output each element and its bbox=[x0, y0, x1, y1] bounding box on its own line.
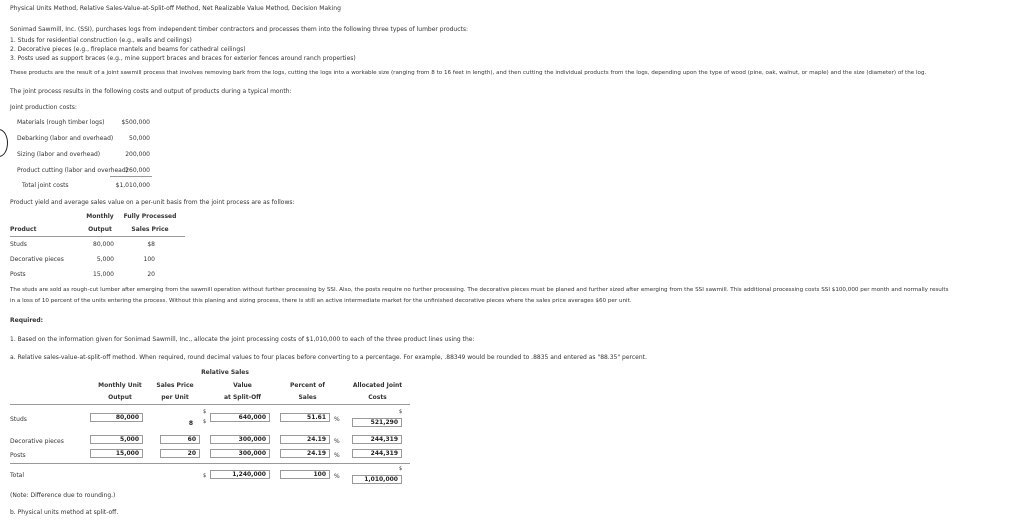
pct-sign: % bbox=[334, 473, 340, 480]
alloc-input-studs[interactable]: 521,290 bbox=[352, 418, 402, 427]
yield-heading: Product yield and average sales value on a per-unit basis from the joint process are as follows: bbox=[10, 199, 295, 206]
currency-sign: $ bbox=[203, 419, 207, 425]
rounding-note: (Note: Difference due to rounding.) bbox=[10, 492, 116, 499]
intro-item-2: 2. Decorative pieces (e.g., fireplace mantels and beams for cathedral ceilings) bbox=[10, 46, 246, 53]
header-alloc-1: Allocated Joint bbox=[352, 382, 403, 389]
header-output-2: Output bbox=[108, 394, 132, 401]
yield-price-posts: 20 bbox=[147, 271, 155, 278]
costs-intro: The joint process results in the following costs and output of products during a typical month: bbox=[10, 88, 292, 95]
pct-input-posts[interactable]: 24.19 bbox=[280, 449, 330, 458]
output-input-decorative[interactable]: 5,000 bbox=[90, 435, 143, 444]
cost-value-sizing: 200,000 bbox=[125, 151, 150, 158]
pct-sign: % bbox=[334, 452, 340, 459]
cost-label-sizing: Sizing (labor and overhead) bbox=[17, 151, 101, 158]
yield-product-studs: Studs bbox=[10, 241, 27, 248]
divider bbox=[110, 176, 152, 177]
total-row-label: Total bbox=[10, 472, 25, 479]
yield-col-output-1: Monthly bbox=[86, 213, 114, 220]
header-rsv-3: at Split-Off bbox=[223, 394, 262, 401]
intro-item-1: 1. Studs for residential construction (e.g., walls and ceilings) bbox=[10, 37, 192, 44]
narrative-line-1: The studs are sold as rough-cut lumber after emerging from the sawmill operation without further processing by SSI. Also, the posts require no further processing. The decorative pieces must be planed and further sized after emerging from the SSI sawmill. This additional processing costs SSI $100,000 per month and normally results bbox=[10, 287, 949, 293]
total-costs-label: Total joint costs bbox=[22, 182, 69, 189]
total-rsv-input[interactable]: 1,240,000 bbox=[210, 470, 270, 479]
cost-value-debarking: 50,000 bbox=[129, 135, 150, 142]
yield-output-decorative: 5,000 bbox=[96, 256, 114, 263]
output-input-posts[interactable]: 15,000 bbox=[90, 449, 143, 458]
pct-sign: % bbox=[334, 416, 340, 423]
header-price-1: Sales Price bbox=[156, 382, 194, 389]
yield-col-product: Product bbox=[10, 226, 37, 233]
pct-sign: % bbox=[334, 438, 340, 445]
yield-price-studs: $8 bbox=[147, 241, 155, 248]
cost-label-debarking: Debarking (labor and overhead) bbox=[17, 135, 114, 142]
yield-col-output-2: Output bbox=[88, 226, 112, 233]
pct-input-studs[interactable]: 51.61 bbox=[280, 413, 330, 422]
alloc-input-decorative[interactable]: 244,319 bbox=[352, 435, 402, 444]
output-input-studs[interactable]: 80,000 bbox=[90, 413, 143, 422]
yield-output-posts: 15,000 bbox=[93, 271, 114, 278]
header-pct-2: Sales bbox=[298, 394, 317, 401]
yield-price-decorative: 100 bbox=[143, 256, 155, 263]
rsv-input-posts[interactable]: 300,000 bbox=[210, 449, 270, 458]
yield-col-price-2: Sales Price bbox=[131, 226, 169, 233]
cost-value-materials: $500,000 bbox=[121, 119, 150, 126]
price-input-posts[interactable]: 20 bbox=[160, 449, 200, 458]
yield-product-decorative: Decorative pieces bbox=[10, 256, 64, 263]
narrative-line-2: in a loss of 10 percent of the units entering the process. Without this planing and sizing process, there is still an active intermediate market for the unfinished decorative pieces where the sales price averages $60 per unit. bbox=[10, 298, 632, 304]
header-output-1: Monthly Unit bbox=[98, 382, 142, 389]
row-label-studs: Studs bbox=[10, 416, 27, 423]
question-1a: a. Relative sales-value-at-split-off method. When required, round decimal values to four places before converting to a percentage. For example, .88349 would be rounded to .8835 and entered as "88.35" percent. bbox=[10, 354, 647, 361]
divider bbox=[10, 404, 410, 405]
header-pct-1: Percent of bbox=[289, 382, 325, 389]
currency-sign: $ bbox=[203, 473, 207, 479]
total-alloc-input[interactable]: 1,010,000 bbox=[352, 475, 402, 484]
yield-product-posts: Posts bbox=[10, 271, 26, 278]
cost-label-materials: Materials (rough timber logs) bbox=[17, 119, 105, 126]
question-1: 1. Based on the information given for Sonimad Sawmill, Inc., allocate the joint processing costs of $1,010,000 to each of the three product lines using the: bbox=[10, 336, 475, 343]
currency-sign: $ bbox=[399, 466, 403, 472]
price-value-studs: 8 bbox=[188, 420, 193, 427]
total-costs-value: $1,010,000 bbox=[115, 182, 150, 189]
process-paragraph: These products are the result of a joint sawmill process that involves removing bark from the logs, cutting the logs into a workable size (ranging from 8 to 16 feet in length), and then cutting the individual products from the logs, depending upon the type of wood (pine, oak, walnut, or maple) and the size (diameter) of the log. bbox=[10, 70, 927, 76]
divider bbox=[10, 463, 410, 464]
required-label: Required: bbox=[10, 317, 44, 324]
part-b-label: b. Physical units method at split-off. bbox=[10, 509, 119, 516]
divider bbox=[10, 236, 185, 237]
joint-costs-heading: Joint production costs: bbox=[10, 104, 77, 111]
page-title: Physical Units Method, Relative Sales-Value-at-Split-off Method, Net Realizable Value Method, Decision Making bbox=[10, 5, 341, 12]
row-label-decorative: Decorative pieces bbox=[10, 438, 64, 445]
currency-sign: $ bbox=[399, 409, 403, 415]
total-pct-input[interactable]: 100 bbox=[280, 470, 330, 479]
rsv-input-decorative[interactable]: 300,000 bbox=[210, 435, 270, 444]
rsv-input-studs[interactable]: 640,000 bbox=[210, 413, 270, 422]
intro-paragraph: Sonimad Sawmill, Inc. (SSI), purchases logs from independent timber contractors and processes them into the following three types of lumber products: bbox=[10, 26, 469, 33]
yield-output-studs: 80,000 bbox=[93, 241, 114, 248]
row-label-posts: Posts bbox=[10, 452, 26, 459]
intro-item-3: 3. Posts used as support braces (e.g., mine support braces and braces for exterior fences around ranch properties) bbox=[10, 55, 356, 62]
header-rsv-1: Relative Sales bbox=[201, 369, 249, 376]
header-rsv-2: Value bbox=[233, 382, 252, 389]
cost-label-cutting: Product cutting (labor and overhead) bbox=[17, 167, 129, 174]
header-alloc-2: Costs bbox=[368, 394, 387, 401]
price-input-decorative[interactable]: 60 bbox=[160, 435, 200, 444]
currency-sign: $ bbox=[203, 409, 207, 415]
yield-col-price-1: Fully Processed bbox=[123, 213, 177, 220]
pct-input-decorative[interactable]: 24.19 bbox=[280, 435, 330, 444]
alloc-input-posts[interactable]: 244,319 bbox=[352, 449, 402, 458]
side-marker bbox=[0, 129, 8, 157]
cost-value-cutting: 260,000 bbox=[125, 167, 150, 174]
header-price-2: per Unit bbox=[161, 394, 189, 401]
